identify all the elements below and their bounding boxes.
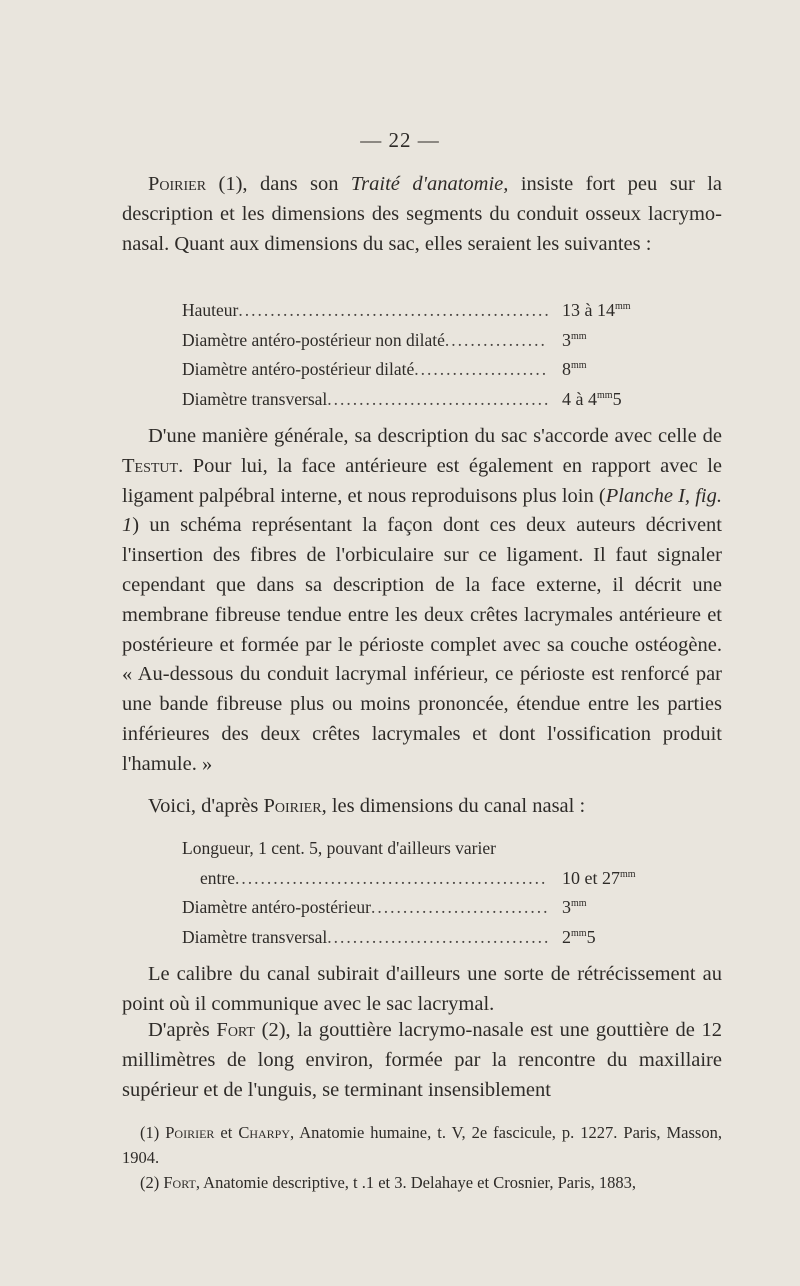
- author-name: Poirier: [263, 795, 322, 817]
- table-row: Diamètre antéro-postérieur ..... $3^{mm}$: [182, 891, 682, 921]
- table-row: Longueur, 1 cent. 5, pouvant d'ailleurs varier: [182, 838, 496, 858]
- paragraph-canal-nasal: Voici, d'après Poirier, les dimensions du canal nasal :: [148, 795, 586, 817]
- table-row: entre ..... 10 et $27^{mm}$: [182, 862, 682, 892]
- canal-dimensions-table: [182, 835, 682, 950]
- page-number: — 22 —: [360, 128, 440, 152]
- paragraph-testut: D'une manière générale, sa description du sac s'accorde avec celle de Testut. Pour lui, la face antérieure est également en rapport avec le ligament palpébral interne, et nous reproduisons plus loin (Planche I, fig. 1) un schéma représentant la façon dont ces deux auteurs décrivent l'insertion des fibres de l'orbiculaire sur ce ligament. Il faut signaler cependant que dans sa description de la face externe, il décrit une membrane fibreuse tendue entre les deux crêtes lacrymales antérieure et postérieure et formée par le périoste complet avec sa couche ostéogène. « Au-dessous du conduit lacrymal inférieur, ce périoste est renforcé par une bande fibreuse plus ou moins prononcée, étendue entre les parties inférieures des deux crêtes lacrymales et dont l'ossification produit l'hamule. »: [122, 425, 722, 775]
- author-name: Testut: [122, 454, 179, 477]
- footnotes: [122, 1120, 722, 1195]
- plate-reference: Planche I, fig. 1: [122, 484, 722, 537]
- author-name: Fort: [216, 1019, 255, 1041]
- table-row: Diamètre antéro-postérieur dilaté ..... $8^{mm}$: [182, 353, 682, 383]
- table-row: Hauteur ..... 13 à $14^{mm}$: [182, 294, 682, 324]
- table-row: Diamètre transversal ..... $2^{mm}5$: [182, 921, 682, 951]
- author-name: Poirier: [148, 173, 207, 195]
- table-row: Diamètre antéro-postérieur non dilaté ..... $3^{mm}$: [182, 324, 682, 354]
- paragraph-poirier-intro: Poirier (1), dans son Traité d'anatomie, insiste fort peu sur la description et les dimensions des segments du conduit osseux lacrymo-nasal. Quant aux dimensions du sac, elles seraient les suivantes :: [122, 173, 722, 255]
- footnote-2: (2) Fort, Anatomie descriptive, t .1 et 3. Delahaye et Crosnier, Paris, 1883,: [140, 1173, 636, 1192]
- footnote-1: (1) Poirier et Charpy, Anatomie humaine, t. V, 2e fascicule, p. 1227. Paris, Masson, 1904.: [122, 1123, 722, 1167]
- table-row: Diamètre transversal ..... 4 à $4^{mm}5$: [182, 383, 682, 413]
- paragraph-calibre: Le calibre du canal subirait d'ailleurs une sorte de rétrécissement au point où il communique avec le sac lacrymal.: [122, 963, 722, 1015]
- sac-dimensions-table: [182, 294, 682, 412]
- paragraph-fort: D'après Fort (2), la gouttière lacrymo-nasale est une gouttière de 12 millimètres de long environ, formée par la rencontre du maxillaire supérieur et de l'unguis, se terminant insensiblement: [122, 1019, 722, 1101]
- work-title: Traité d'anatomie,: [350, 173, 509, 195]
